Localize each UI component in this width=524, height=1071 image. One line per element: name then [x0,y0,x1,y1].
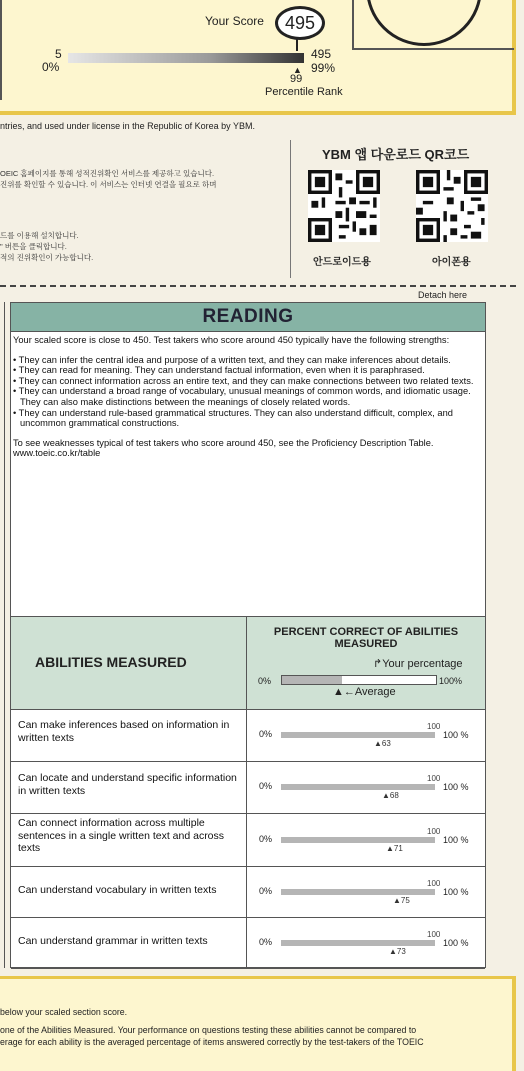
total-box-border [352,0,354,50]
average-marker: ▲75 [393,896,410,905]
bar-hundred-marker: 100 [427,827,441,836]
bar-hundred-label: 100 % [443,782,469,792]
percentile-marker-icon: ▲ [293,65,302,75]
abilities-title: ABILITIES MEASURED [35,654,187,670]
your-score-label: Your Score [205,14,264,28]
bar-zero-label: 0% [259,886,273,896]
score-scale-bar [68,53,304,63]
average-value: 71 [393,844,403,853]
legend-bar [281,675,437,685]
your-percentage-bar [281,732,435,738]
strength-item: • They can understand rule-based grammatical structures. They can also understand difficult, complex, and uncommon grammatical constructions. [13,408,483,429]
strength-item: • They can infer the central idea and purpose of a written text, and they can make inferences about details. [13,355,483,366]
detach-line [0,285,516,287]
percentile-label: Percentile Rank [265,86,343,98]
detach-label: Detach here [418,290,468,300]
ability-row [11,917,485,969]
left-column-edge [0,302,5,968]
bar-hundred-marker: 100 [427,930,441,939]
reading-section [10,302,486,968]
total-box-border-bottom [352,48,514,50]
average-value: 63 [381,739,391,748]
kr-info-line5: 적의 진위확인이 가능합니다. [0,253,94,262]
kr-info-line3: 드를 이용해 설치합니다. [0,231,79,240]
reading-intro: Your scaled score is close to 450. Test takers who score around 450 typically have the following strengths: [13,335,450,345]
average-marker: ▲71 [386,844,403,853]
bar-zero-label: 0% [259,834,273,844]
weakness-note: To see weaknesses typical of test takers who score around 450, see the Proficiency Description Table. [13,437,434,448]
average-value: 75 [400,896,410,905]
kr-info-line1: OEIC 홈페이지를 통해 성적진위확인 서비스를 제공하고 있습니다. [0,169,215,178]
your-percentage-bar [281,837,435,843]
scale-max-pct: 99% [311,61,336,75]
bar-zero-label: 0% [259,729,273,739]
scale-min: 5 [55,47,62,61]
license-text: ntries, and used under license in the Republic of Korea by YBM. [0,121,255,131]
your-percentage-bar [281,889,435,895]
strengths-list [13,355,483,429]
legend-average-fill [282,676,342,684]
iphone-label: 아이폰용 [432,257,471,268]
strength-item: • They can read for meaning. They can understand factual information, even when it is paraphrased. [13,365,483,376]
percentile-value: 99 [290,73,303,85]
ability-label: Can locate and understand specific information in written texts [18,772,237,797]
kr-info-line2: 진위를 확인할 수 있습니다. 이 서비스는 인터넷 연결을 필요로 하며 [0,180,217,189]
strength-item: • They can connect information across an entire text, and they can make connections between two related texts. [13,376,483,387]
note-line2: one of the Abilities Measured. Your performance on questions testing these abilities cannot be compared to [0,1025,417,1035]
legend-hundred: 100% [439,676,463,686]
legend-zero: 0% [258,676,272,686]
your-percentage-label: ↱Your percentage [373,658,463,670]
your-score-value: 495 [275,6,325,40]
percent-correct-title: PERCENT CORRECT OF ABILITIES MEASURED [273,626,459,650]
strength-item: • They can understand a broad range of vocabulary, unusual meanings of common words, and idiomatic usage. They can also make distinctions between the meanings of closely related words. [13,386,483,407]
score-panel [0,0,516,115]
ability-label: Can connect information across multiple sentences in a single written text and across texts [18,817,225,854]
average-value: 73 [396,947,406,956]
android-label: 안드로이드용 [313,257,371,268]
bar-zero-label: 0% [259,937,273,947]
qr-title: YBM 앱 다운로드 QR코드 [322,147,470,162]
score-pointer [296,37,298,51]
ability-label: Can understand vocabulary in written texts [18,884,217,896]
bar-zero-label: 0% [259,781,273,791]
note-line1: below your scaled section score. [0,1007,128,1017]
scale-min-pct: 0% [42,60,60,74]
ability-row [11,708,485,762]
average-marker: ▲73 [389,947,406,956]
ability-row [11,813,485,867]
note-line3: erage for each ability is the averaged percentage of items answered correctly by the test-takers of the TOEIC [0,1037,424,1047]
average-marker: ▲68 [382,791,399,800]
iphone-qr-code[interactable] [416,170,488,242]
panel-divider [0,0,2,100]
scale-max: 495 [311,47,332,61]
bar-hundred-marker: 100 [427,774,441,783]
notes-panel [0,976,516,1071]
reading-description [13,335,483,459]
bar-hundred-label: 100 % [443,730,469,740]
bar-hundred-label: 100 % [443,835,469,845]
average-legend-label: ▲←Average [333,686,396,698]
ability-label: Can understand grammar in written texts [18,935,208,947]
total-score-circle [366,0,482,46]
your-percentage-bar [281,940,435,946]
qr-divider [290,140,291,278]
reading-title: READING [11,303,485,332]
android-qr-code[interactable] [308,170,380,242]
bar-hundred-label: 100 % [443,887,469,897]
bar-hundred-label: 100 % [443,938,469,948]
average-marker: ▲63 [374,739,391,748]
bar-hundred-marker: 100 [427,722,441,731]
ability-label: Can make inferences based on information in written texts [18,719,230,744]
ability-row [11,761,485,814]
weakness-link[interactable]: www.toeic.co.kr/table [13,448,101,459]
bar-hundred-marker: 100 [427,879,441,888]
ability-row [11,866,485,918]
kr-info-line4: " 버튼을 클릭합니다. [0,242,67,251]
average-value: 68 [389,791,399,800]
your-percentage-bar [281,784,435,790]
